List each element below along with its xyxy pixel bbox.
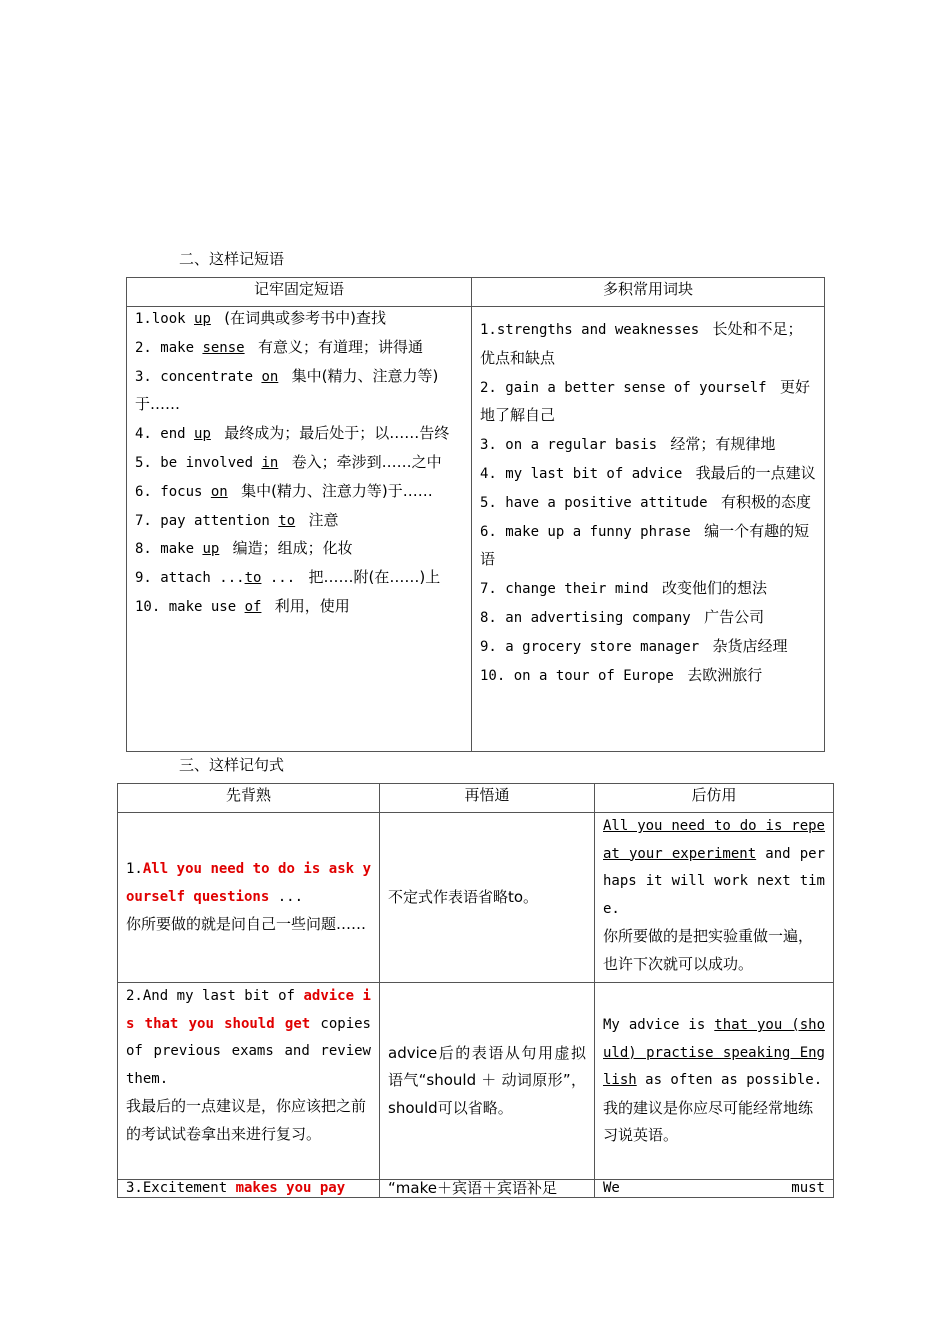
fixed-phrase-meaning: 注意 (308, 510, 339, 529)
row3-sentence: 3.Excitement makes you pay (118, 1180, 380, 1198)
fixed-phrase-meaning: 最终成为；最后处于；以……告终 (224, 424, 450, 443)
fixed-phrase-answer: to (244, 570, 262, 587)
fixed-phrase-item: 7. pay attention to 注意 (135, 510, 339, 529)
fixed-phrases-cell (127, 307, 472, 752)
fixed-phrase-answer: in (261, 454, 279, 471)
word-chunks-header: 多积常用词块 (472, 278, 825, 307)
phrases-table (126, 277, 825, 752)
row2-answer: that you (should) practise speaking English (603, 1017, 825, 1089)
fixed-phrase-item: 5. be involved in 卷入；牵涉到……之中 (135, 452, 442, 471)
fixed-phrases-header: 记牢固定短语 (127, 278, 472, 307)
word-chunk-meaning: 去欧洲旅行 (687, 665, 763, 684)
word-chunk-item: 1.strengths and weaknesses 长处和不足；优点和缺点 (480, 320, 803, 367)
fixed-phrase-answer: sense (202, 339, 245, 356)
word-chunk-item: 4. my last bit of advice 我最后的一点建议 (480, 463, 816, 482)
section2-title: 二、这样记短语 (179, 250, 285, 268)
fixed-phrases-list (135, 305, 463, 622)
fixed-phrase-meaning: 卷入；牵涉到……之中 (291, 452, 442, 471)
word-chunk-meaning: 杂货店经理 (712, 636, 788, 655)
fixed-phrase-meaning: 编造；组成；化妆 (232, 539, 353, 558)
memorize-header: 先背熟 (118, 784, 380, 813)
section3-title: 三、这样记句式 (179, 756, 285, 774)
fixed-phrase-answer: up (194, 426, 211, 443)
word-chunk-meaning: 更好地了解自己 (480, 377, 810, 425)
word-chunk-meaning: 我最后的一点建议 (695, 463, 816, 482)
row2-explanation: advice后的表语从句用虚拟语气“should ＋ 动词原形”，should可以省略。 (380, 983, 595, 1180)
word-chunk-meaning: 有积极的态度 (720, 492, 811, 511)
fixed-phrase-answer: on (261, 368, 279, 385)
fixed-phrase-item: 9. attach ...to ... 把……附(在……)上 (135, 568, 441, 587)
word-chunks-cell (472, 307, 825, 752)
word-chunk-meaning: 经常；有规律地 (670, 435, 776, 454)
fixed-phrase-item: 10. make use of 利用，使用 (135, 596, 350, 615)
fixed-phrase-meaning: (在词典或参考书中)查找 (224, 309, 386, 327)
row2-imitation: My advice is that you (should) practise speaking English as often as possible. 我的建议是你应尽可能经常地练习说英语。 (595, 983, 834, 1180)
fixed-phrase-answer: of (244, 598, 262, 615)
row3-explanation: “make＋宾语＋宾语补足 (380, 1180, 595, 1198)
fixed-phrase-answer: up (194, 311, 211, 327)
fixed-phrase-item: 6. focus on 集中(精力、注意力等)于…… (135, 481, 433, 500)
fixed-phrase-answer: on (210, 483, 228, 500)
fixed-phrase-item: 4. end up 最终成为；最后处于；以……告终 (135, 424, 450, 443)
row1-sentence: 1.All you need to do is ask yourself questions ... 你所要做的就是问自己一些问题…… (118, 813, 380, 983)
word-chunk-item: 10. on a tour of Europe 去欧洲旅行 (480, 665, 763, 684)
understand-header: 再悟通 (380, 784, 595, 813)
imitate-header: 后仿用 (595, 784, 834, 813)
word-chunks-list (480, 316, 816, 690)
word-chunk-item: 9. a grocery store manager 杂货店经理 (480, 636, 788, 655)
word-chunk-item: 5. have a positive attitude 有积极的态度 (480, 492, 811, 511)
row1-imitation-translation: 你所要做的是把实验重做一遍，也许下次就可以成功。 (603, 927, 814, 973)
fixed-phrase-meaning: 集中(精力、注意力等)于…… (135, 366, 439, 414)
word-chunk-item: 2. gain a better sense of yourself 更好地了解自己 (480, 377, 810, 425)
word-chunk-item: 7. change their mind 改变他们的想法 (480, 579, 767, 598)
fixed-phrase-answer: to (278, 512, 296, 529)
fixed-phrase-meaning: 把……附(在……)上 (308, 568, 441, 587)
word-chunk-item: 3. on a regular basis 经常；有规律地 (480, 435, 776, 454)
word-chunk-meaning: 改变他们的想法 (661, 579, 767, 598)
row1-answer: All you need to do is repeat your experiment (603, 818, 825, 862)
sentence-patterns-table (117, 783, 834, 1198)
row3-key-phrase: makes you pay (235, 1180, 346, 1196)
word-chunk-item: 6. make up a funny phrase 编一个有趣的短语 (480, 521, 810, 569)
fixed-phrase-item: 2. make sense 有意义；有道理；讲得通 (135, 337, 423, 356)
fixed-phrase-item: 1.look up (在词典或参考书中)查找 (135, 309, 386, 327)
word-chunk-meaning: 广告公司 (704, 607, 765, 626)
fixed-phrase-item: 8. make up 编造；组成；化妆 (135, 539, 353, 558)
fixed-phrase-answer: up (202, 541, 220, 558)
row1-translation: 你所要做的就是问自己一些问题…… (126, 915, 367, 934)
row1-imitation: All you need to do is repeat your experiment and perhaps it will work next time. 你所要做的是把实验重做一遍，也许下次就可以成功。 (595, 813, 834, 983)
row1-key-phrase: All you need to do is ask yourself questions (126, 861, 371, 905)
word-chunk-meaning: 编一个有趣的短语 (480, 521, 810, 569)
word-chunk-item: 8. an advertising company 广告公司 (480, 607, 765, 626)
row3-imitation: We must (595, 1180, 834, 1198)
row2-sentence: 2.And my last bit of advice is that you should get copies of previous exams and review them. 我最后的一点建议是，你应该把之前的考试试卷拿出来进行复习。 (118, 983, 380, 1180)
fixed-phrase-meaning: 利用，使用 (274, 596, 350, 615)
fixed-phrase-item: 3. concentrate on 集中(精力、注意力等)于…… (135, 366, 439, 414)
fixed-phrase-meaning: 集中(精力、注意力等)于…… (241, 481, 433, 500)
word-chunk-meaning: 长处和不足；优点和缺点 (480, 320, 803, 367)
row2-translation: 我最后的一点建议是，你应该把之前的考试试卷拿出来进行复习。 (126, 1097, 367, 1143)
row2-imitation-translation: 我的建议是你应尽可能经常地练习说英语。 (603, 1098, 814, 1145)
fixed-phrase-meaning: 有意义；有道理；讲得通 (257, 337, 423, 356)
row2-key-phrase: advice is that you should get (126, 988, 371, 1032)
row1-explanation: 不定式作表语省略to。 (380, 813, 595, 983)
